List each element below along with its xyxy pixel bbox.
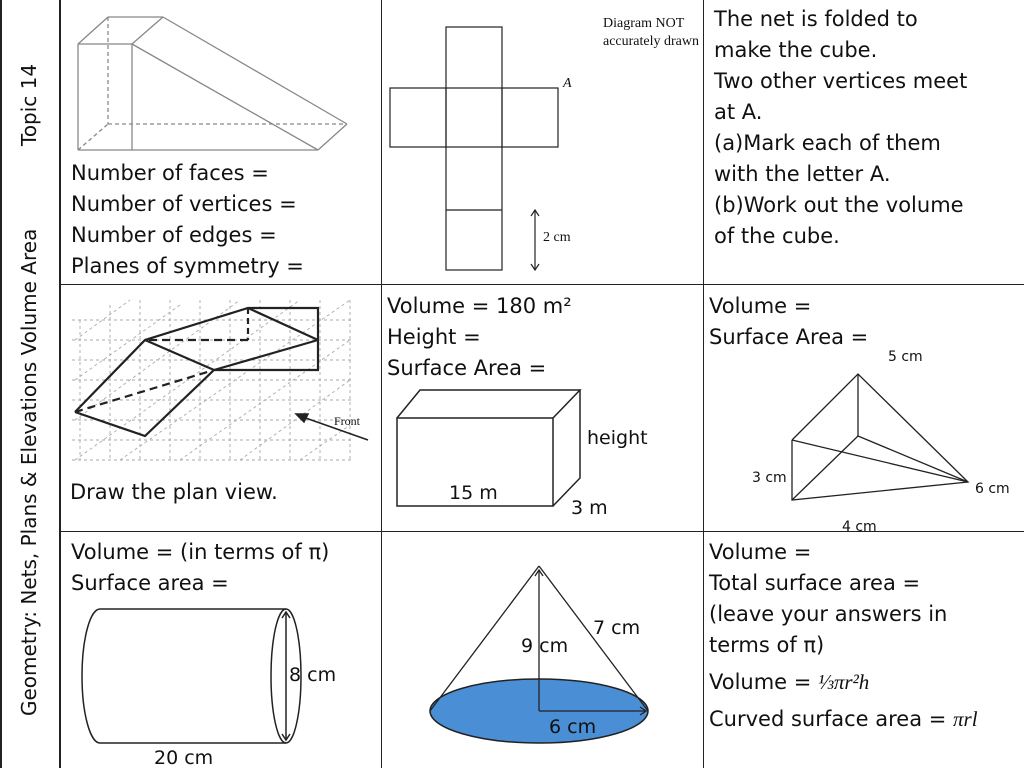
cell5-line: Surface Area = [387,356,547,380]
cell9-line: terms of π) [709,633,825,657]
cell3-line: with the letter A. [714,162,891,186]
cell1-line: Planes of symmetry = [71,254,304,278]
cone-height-label: 9 cm [521,635,569,657]
cell3-line: at A. [714,100,763,124]
volume-formula-prefix: Volume = [709,670,819,694]
cell7-line: Surface area = [71,571,229,595]
cell1-line: Number of edges = [71,223,277,247]
curved-area-row [709,704,978,735]
cell6-line: Surface Area = [709,325,869,349]
cylinder-length-label: 20 cm [154,747,214,769]
cell7-line: Volume = (in terms of π) [71,540,330,564]
cell3-line: (b)Work out the volume [714,193,964,217]
prism-bottom-label: 4 cm [842,519,877,535]
cell6-line: Volume = [709,294,812,318]
cell3-line: The net is folded to [714,7,918,31]
vertex-label-a: A [563,76,572,91]
cone-radius-label: 6 cm [549,716,597,738]
curved-area-prefix: Curved surface area = [709,707,954,731]
prism-left-label: 3 cm [752,470,787,486]
prism-top-label: 5 cm [888,349,923,365]
cell3-line: make the cube. [714,38,878,62]
cell9-line: Volume = [709,540,812,564]
cell1-line: Number of vertices = [71,192,297,216]
cell5-line: Height = [387,325,481,349]
cell3-line: Two other vertices meet [714,69,968,93]
cell5-line: Volume = 180 m² [387,294,572,318]
cylinder-diameter-label: 8 cm [289,664,337,686]
diagram-note: Diagram NOT [603,16,685,31]
curved-area-formula: πrl [953,707,978,731]
cone-slant-label: 7 cm [593,617,641,639]
cell3-line: (a)Mark each of them [714,131,941,155]
volume-formula: ⅓πr²h [818,670,870,694]
cuboid-depth-label: 3 m [571,497,608,519]
cuboid-length-label: 15 m [449,482,498,504]
topic-label: Topic 14 [17,63,41,146]
cell9-line: Total surface area = [709,571,921,595]
worksheet-title: Geometry: Nets, Plans & Elevations Volume Area [17,228,41,716]
front-label: Front [334,414,361,428]
volume-formula-row [709,667,869,698]
cell9-line: (leave your answers in [709,602,948,626]
cell3-line: of the cube. [714,224,840,248]
net-dimension-label: 2 cm [543,230,571,245]
cuboid-height-label: height [587,427,648,449]
prism-right-label: 6 cm [975,481,1010,497]
cell4-instruction: Draw the plan view. [70,480,278,504]
cell1-line: Number of faces = [71,161,269,185]
diagram-note: accurately drawn [603,34,699,49]
